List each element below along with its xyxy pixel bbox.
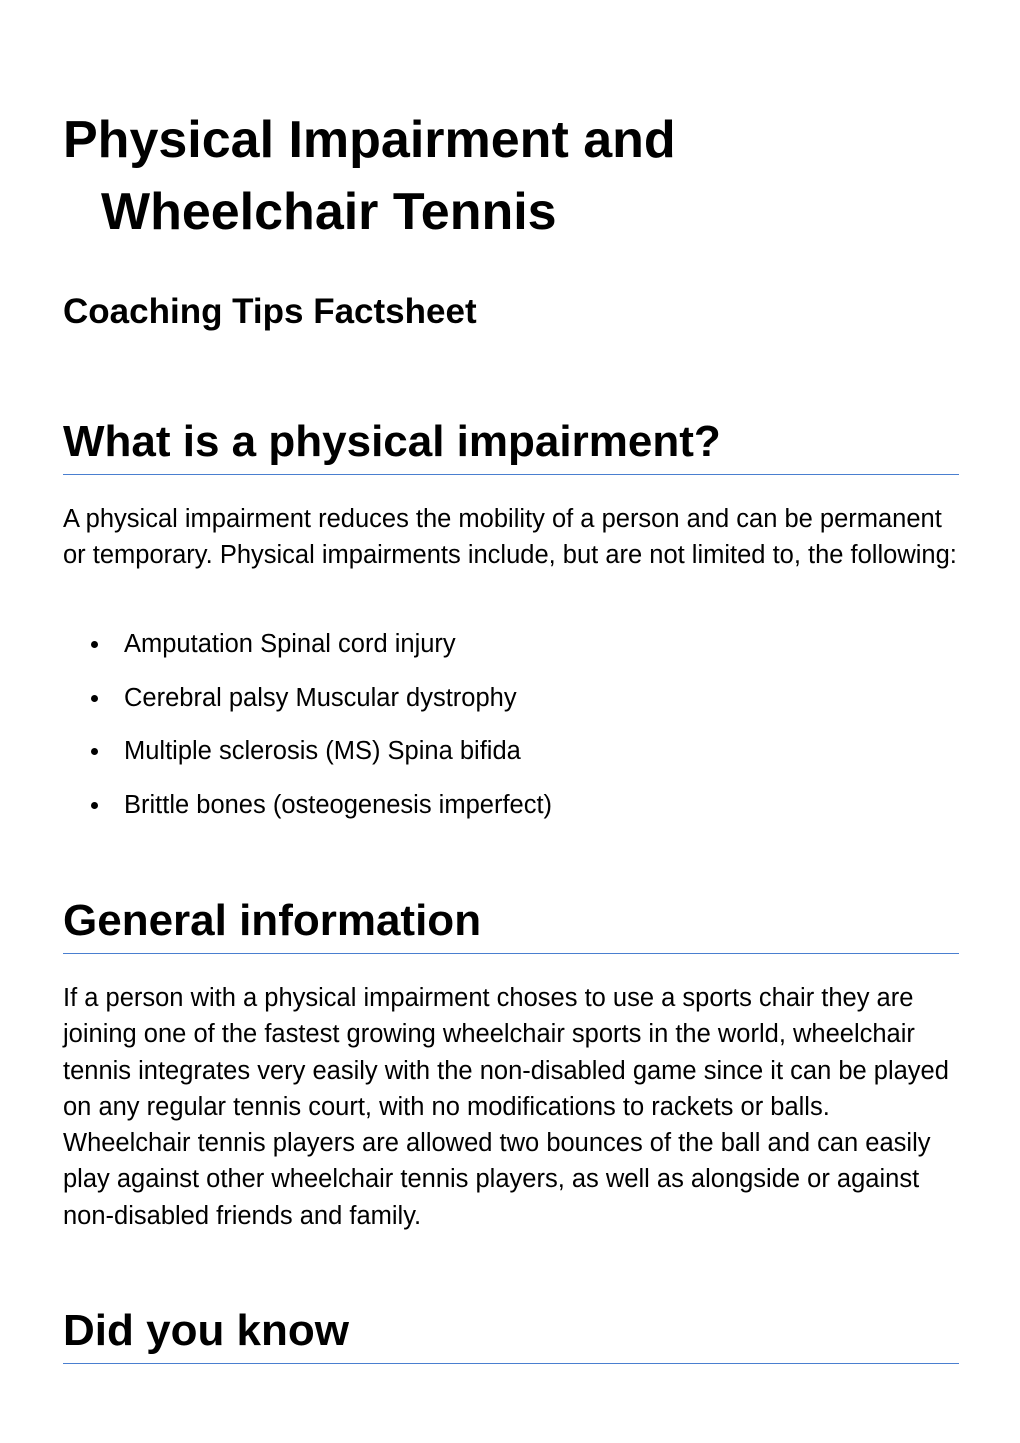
- list-item: [63, 626, 959, 662]
- document-subtitle: Coaching Tips Factsheet: [63, 292, 477, 331]
- bullet-icon: [91, 641, 98, 648]
- section-paragraph-physical-impairment: A physical impairment reduces the mobility of a person and can be permanent or temporary. Physical impairments include, but are not limited to, the following:: [63, 505, 957, 570]
- bullet-icon: [91, 695, 98, 702]
- impairment-list: [63, 626, 959, 840]
- section-heading-physical-impairment: What is a physical impairment?: [63, 416, 959, 475]
- list-item-text: Brittle bones (osteogenesis imperfect): [124, 790, 553, 819]
- document-title: [63, 104, 959, 248]
- document-title-line-1: Physical Impairment and: [63, 111, 676, 169]
- list-item-text: Cerebral palsy Muscular dystrophy: [124, 683, 517, 712]
- bullet-icon: [91, 748, 98, 755]
- bullet-icon: [91, 802, 98, 809]
- document-title-line-2: Wheelchair Tennis: [101, 183, 557, 241]
- list-item: [63, 680, 959, 716]
- list-item: [63, 787, 959, 823]
- section-heading-general-information: General information: [63, 895, 959, 954]
- section-paragraph-general-information: If a person with a physical impairment choses to use a sports chair they are joining one of the fastest growing wheelchair sports in the world, wheelchair tennis integrates very easily with the non-disabled game since it can be played on any regular tennis court, with no modifications to rackets or balls. Wheelchair tennis players are allowed two bounces of the ball and can easily play against other wheelchair tennis players, as well as alongside or against non-disabled friends and family.: [63, 984, 949, 1230]
- list-item: [63, 733, 959, 769]
- list-item-text: Amputation Spinal cord injury: [124, 630, 456, 658]
- list-item-text: Multiple sclerosis (MS) Spina bifida: [124, 737, 521, 765]
- section-heading-did-you-know: Did you know: [63, 1305, 959, 1364]
